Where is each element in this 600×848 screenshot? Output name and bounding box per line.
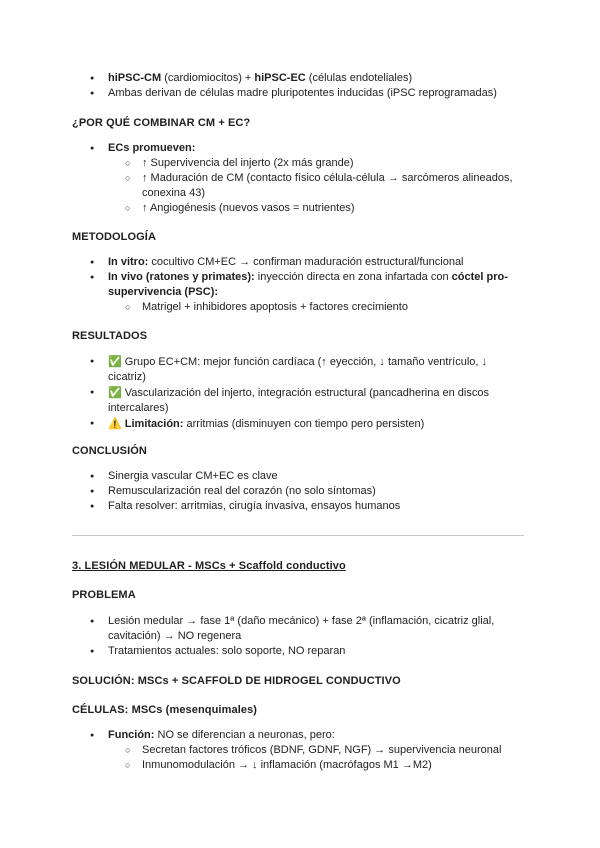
funcion-list bbox=[88, 728, 518, 773]
por-que-list bbox=[88, 141, 518, 216]
list-item bbox=[88, 354, 518, 385]
sub-item: ○ ↑ Maduración de CM (contacto físico célula-célula → sarcómeros alineados, conexina 43) bbox=[125, 171, 518, 201]
text: NO se diferencian a neuronas, pero: bbox=[154, 729, 335, 741]
list-item: ● Tratamientos actuales: solo soporte, NO reparan bbox=[88, 644, 518, 659]
text: arritmias (disminuyen con tiempo pero persisten) bbox=[183, 418, 425, 430]
sub-list bbox=[125, 743, 518, 773]
text: Grupo EC+CM: mejor función cardíaca (↑ eyección, ↓ tamaño ventrículo, ↓ cicatriz) bbox=[108, 356, 487, 383]
sub-item: ○ ↑ Angiogénesis (nuevos vasos = nutrientes) bbox=[125, 201, 518, 216]
sub-list bbox=[125, 300, 518, 315]
bold-term: In vitro: bbox=[108, 256, 149, 268]
text: Vascularización del injerto, integración estructural (pancadherina en discos intercalares) bbox=[108, 387, 489, 414]
sub-list bbox=[125, 156, 518, 216]
problema-list bbox=[88, 614, 518, 659]
intro-list bbox=[88, 71, 518, 101]
list-item: ● Remuscularización real del corazón (no solo síntomas) bbox=[88, 484, 518, 499]
list-item bbox=[88, 416, 518, 432]
list-item: ● Falta resolver: arritmias, cirugía invasiva, ensayos humanos bbox=[88, 499, 518, 514]
text: inyección directa en zona infartada con bbox=[254, 271, 452, 283]
text: (células endoteliales) bbox=[305, 72, 413, 84]
bold-term: hiPSC-CM bbox=[108, 72, 162, 84]
bold-term: Función: bbox=[108, 729, 155, 741]
sub-item: ○ Inmunomodulación → ↓ inflamación (macrófagos M1 →M2) bbox=[125, 758, 518, 773]
bold-term: Limitación: bbox=[121, 418, 184, 430]
bold-term: hiPSC-EC bbox=[254, 72, 306, 84]
list-item bbox=[88, 385, 518, 416]
sub-item: ○ Secretan factores tróficos (BDNF, GDNF, NGF) → supervivencia neuronal bbox=[125, 743, 518, 758]
section-heading-por-que: ¿POR QUÉ COMBINAR CM + EC? bbox=[72, 117, 251, 129]
text: Ambas derivan de células madre pluripotentes inducidas (iPSC reprogramadas) bbox=[108, 87, 497, 99]
list-item bbox=[88, 255, 518, 270]
text: cocultivo CM+EC → confirman maduración estructural/funcional bbox=[148, 256, 464, 268]
section-title-lesion-medular: 3. LESIÓN MEDULAR - MSCs + Scaffold conductivo bbox=[72, 560, 346, 572]
list-item bbox=[88, 270, 518, 315]
bold-term: cóctel pro-supervivencia (PSC): bbox=[108, 271, 508, 298]
sub-item: ○ Matrigel + inhibidores apoptosis + factores crecimiento bbox=[125, 300, 518, 315]
bold-term: ECs promueven: bbox=[108, 142, 196, 154]
list-item bbox=[88, 71, 518, 86]
check-icon: ✅ bbox=[108, 386, 122, 399]
section-heading-conclusion: CONCLUSIÓN bbox=[72, 445, 147, 457]
list-item: ● Sinergia vascular CM+EC es clave bbox=[88, 469, 518, 484]
check-icon: ✅ bbox=[108, 355, 122, 368]
list-item bbox=[88, 728, 518, 773]
section-heading-resultados: RESULTADOS bbox=[72, 330, 148, 342]
section-heading-solucion: SOLUCIÓN: MSCs + SCAFFOLD DE HIDROGEL CONDUCTIVO bbox=[72, 675, 401, 687]
text: (cardiomiocitos) + bbox=[161, 72, 255, 84]
warning-icon: ⚠️ bbox=[108, 417, 122, 430]
metodologia-list bbox=[88, 255, 518, 315]
section-heading-metodologia: METODOLOGÍA bbox=[72, 231, 157, 243]
list-item bbox=[88, 86, 518, 101]
section-heading-problema: PROBLEMA bbox=[72, 589, 136, 601]
conclusion-list bbox=[88, 469, 518, 514]
divider bbox=[72, 535, 524, 536]
sub-item: ○ ↑ Supervivencia del injerto (2x más grande) bbox=[125, 156, 518, 171]
section-heading-celulas: CÉLULAS: MSCs (mesenquimales) bbox=[72, 704, 258, 716]
bold-term: In vivo (ratones y primates): bbox=[108, 271, 255, 283]
list-item bbox=[88, 141, 518, 216]
list-item: ● Lesión medular → fase 1ª (daño mecánico) + fase 2ª (inflamación, cicatriz glial, cavitación) → NO regenera bbox=[88, 614, 518, 644]
resultados-list bbox=[88, 354, 518, 432]
